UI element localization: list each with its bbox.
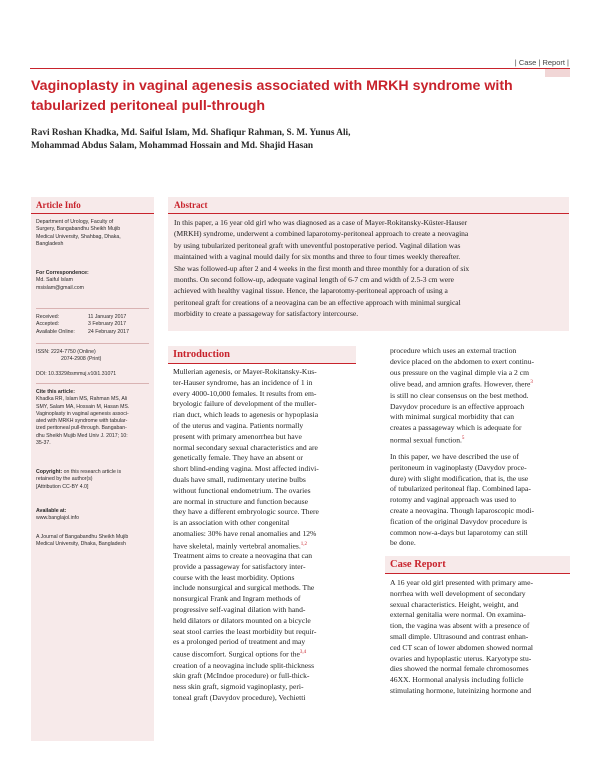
text-line: rian duct, which leads to agenesis or hypoplasia — [173, 410, 319, 420]
text-line: provide a passageway for satisfactory inter- — [173, 561, 306, 571]
text-fragment: olive bead, and amnion grafts. However, there — [390, 379, 531, 389]
issn-row — [36, 356, 149, 363]
text-line: duals have small, rudimentary uterine bulbs — [173, 474, 306, 484]
text-line: external genitalia were normal. On examina- — [390, 610, 526, 620]
text-line: of tubularized peritoneal flap. Combined lapa- — [390, 484, 531, 494]
authors — [31, 127, 571, 153]
text-line: nonsurgical Frank and Ingram methods of — [173, 594, 301, 604]
dates — [36, 314, 149, 336]
copyright-text: on this research article is — [62, 469, 122, 475]
abstract-line: She was followed-up after 2 and 4 weeks in the first month and three monthly for a duration of six — [174, 263, 470, 273]
abstract-line: months. On second follow-up, adequate vaginal length of 6-7 cm and width of 2.5-3 cm were — [174, 275, 454, 285]
issn-value: 2074-2908 (Print) — [61, 356, 102, 363]
abstract-line: In this paper, a 16 year old girl who was diagnosed as a case of Mayer-Rokitansky-Küster-Hauser — [174, 218, 468, 227]
text-line: norrhea with well development of secondary — [390, 588, 526, 598]
text-line: is still no clear consensus on the best method. — [390, 390, 529, 400]
abstract-box — [168, 197, 569, 331]
abstract-line: by using tubularized peritoneal graft with uneventful postoperative period. Vaginal dilation was — [174, 240, 461, 250]
text-line: ous pressure on the vaginal dimple via a 2 cm — [390, 367, 529, 377]
case-paragraph — [390, 578, 570, 697]
text-line: sexual characteristics. Height, weight, and — [390, 599, 519, 609]
date-value: 3 February 2017 — [88, 321, 127, 328]
text-line: rotomy and vaginal approach was used to — [390, 495, 517, 505]
header-rule — [30, 68, 570, 69]
journal-line: A Journal of Bangabandhu Sheikh Mujib — [36, 534, 129, 540]
cite-line: Khadka RR, Islam MS, Rahman MS, Ali — [36, 396, 128, 403]
text-line: progressive self-vaginal dilation with hand- — [173, 604, 306, 614]
issn-row — [36, 349, 149, 356]
abstract-line: morbidity to create a passageway for satisfactory intercourse. — [174, 309, 359, 319]
text-line: fication of the original Davydov procedure is — [390, 516, 528, 526]
text-line: es a prolonged period of treatment and may — [173, 637, 306, 647]
correspondent-name: Md. Saiful Islam — [36, 277, 73, 284]
text-fragment: cause discomfort. Surgical options for the — [173, 649, 300, 659]
text-line: anomalies: 30% have renal anomalies and 12% — [173, 528, 317, 538]
issn-label — [36, 356, 61, 363]
text-line: present with primary amenorrhea but have — [173, 431, 302, 441]
text-line: are normal in structure and function because — [173, 496, 308, 506]
text-line: device placed on the abdomen to exert continu- — [390, 356, 535, 366]
text-line: without functional endometrium. The ovaries — [173, 485, 311, 495]
text-line: stimulating hormone, luteinizing hormone and — [390, 685, 532, 695]
correspondent-email[interactable]: msislam@gmail.com — [36, 284, 84, 291]
date-label: Received: — [36, 314, 60, 320]
affiliation — [36, 219, 121, 248]
text-line: toneal graft (Davydov procedure), Vechietti — [173, 692, 306, 702]
date-label: Available Online: — [36, 328, 75, 335]
intro-heading-rule — [168, 363, 356, 364]
availability — [36, 508, 79, 523]
article-info-sidebar — [31, 197, 154, 741]
cite-label: Cite this article: — [36, 389, 75, 395]
journal-line: Medical University, Dhaka, Bangladesh — [36, 541, 126, 548]
date-value: 11 January 2017 — [88, 314, 127, 320]
text-line: with minimal surgical morbidity that can — [390, 412, 515, 422]
citation-ref[interactable]: 5 — [461, 435, 465, 441]
text-line: Treatment aims to create a neovagina that can — [173, 551, 313, 560]
abstract-line: achieved with healthy vaginal tissue. Hence, the laparotomy-peritoneal approach of using a — [174, 286, 448, 296]
abstract-line: (MRKH) syndrome, underwent a combined laparotomy-peritoneal approach to create a neovagina — [174, 229, 469, 239]
header-label: | Case | Report | — [514, 58, 569, 67]
abstract-line: peritoneal graft for creations of a neovagina can be an effective approach with minimal surgical — [174, 297, 461, 307]
text-line: ter-Hauser syndrome, has an incidence of 1 in — [173, 377, 313, 387]
abstract-heading: Abstract — [174, 200, 208, 210]
text-line: creation of a neovagina include split-thickness — [173, 660, 315, 670]
text-line: course with the least morbidity. Options — [173, 572, 295, 582]
text-line — [173, 648, 356, 660]
text-line: Davydov procedure is an effective approach — [390, 401, 525, 411]
journal-info — [36, 534, 151, 549]
text-line: ness skin graft, sigmoid vaginoplasty, peri- — [173, 682, 304, 692]
text-line — [390, 378, 570, 390]
text-line: small dimple. Ultrasound and contrast enhan- — [390, 631, 529, 641]
text-line: seat stool carries the least morbidity but requir- — [173, 626, 317, 636]
title-line-1: Vaginoplasty in vaginal agenesis associated with MRKH syndrome with — [31, 78, 513, 94]
right-paragraph-1 — [390, 346, 570, 446]
text-line: procedure which uses an external traction — [390, 346, 517, 355]
cite-line: SMY, Salam MA, Hossain M, Hasan MS. — [36, 403, 130, 410]
copyright — [36, 469, 151, 491]
text-line: skin graft (McIndoe procedure) or full-thick- — [173, 671, 310, 681]
text-line — [390, 434, 570, 446]
text-fragment: have skeletal, mainly vertebral anomalies. — [173, 541, 301, 551]
issn — [36, 349, 149, 364]
text-line: of the uterus and vagina. Patients normally — [173, 420, 304, 430]
doi[interactable]: DOI: 10.3329/bsmmuj.v10i1.31071 — [36, 371, 117, 377]
text-line: dies showed the normal female chromosomes — [390, 664, 529, 674]
authors-line-2: Mohammad Abdus Salam, Mohammad Hossain and Md. Shajid Hasan — [31, 141, 314, 151]
sidebar-divider-3 — [36, 383, 149, 384]
affiliation-line: Surgery, Bangabandhu Sheikh Mujib — [36, 226, 121, 233]
copyright-label: Copyright: — [36, 469, 63, 475]
available-label: Available at: — [36, 508, 67, 514]
copyright-line — [36, 469, 151, 476]
authors-line-1: Ravi Roshan Khadka, Md. Saiful Islam, Md. Shafiqur Rahman, S. M. Yunus Ali, — [31, 128, 351, 138]
cite-line: ized peritoneal pull-through. Bangaban- — [36, 425, 127, 432]
text-line: tion, the vagina was absent with a presence of — [390, 621, 530, 631]
copyright-line: [Attribution CC-BY 4.0] — [36, 483, 89, 490]
correspondence-label: For Correspondence: — [36, 270, 89, 276]
cite-line: ated with MRKH syndrome with tabular- — [36, 418, 128, 425]
sidebar-heading: Article Info — [36, 200, 81, 210]
text-line: held dilators or dilators mounted on a bicycle — [173, 615, 311, 625]
abstract-heading-rule — [168, 213, 569, 214]
title-line-2: tabularized peritoneal pull-through — [31, 98, 266, 114]
intro-paragraph-2 — [173, 551, 356, 704]
cite-line: Vaginoplasty in vaginal agenesis associ- — [36, 410, 129, 417]
text-line: normal secondary sexual characteristics and are — [173, 442, 318, 452]
available-link[interactable]: www.banglajol.info — [36, 515, 79, 522]
affiliation-line: Department of Urology, Faculty of — [36, 219, 114, 225]
text-line: creates a passageway which is adequate for — [390, 423, 522, 433]
date-row — [36, 314, 149, 321]
date-row — [36, 329, 149, 336]
correspondence — [36, 270, 89, 292]
text-line: is an association with other congenital — [173, 518, 290, 528]
date-label: Accepted: — [36, 321, 60, 328]
cite-line: dhu Sheikh Mujib Med Univ J. 2017; 10: — [36, 432, 128, 439]
sidebar-heading-rule — [31, 213, 154, 214]
text-line: In this paper, we have described the use of — [390, 452, 519, 461]
affiliation-line: Medical University, Shahbag, Dhaka, — [36, 233, 121, 240]
text-line: they have a different embryologic source. There — [173, 507, 319, 517]
text-line: 46XX. Hormonal analysis including follicle — [390, 675, 524, 685]
right-paragraph-2 — [390, 452, 570, 549]
text-line: include nonsurgical and surgical methods. The — [173, 583, 315, 593]
sidebar-divider-2 — [36, 343, 149, 344]
text-line: ovaries and hypoplastic uterus. Karyotype stu- — [390, 653, 532, 663]
cite-line: 35-37. — [36, 440, 51, 447]
abstract-line: maintained with a vaginal mould daily for six months and three to four times weekly thereafter. — [174, 252, 461, 262]
copyright-line: retained by the author(s) — [36, 476, 93, 483]
text-line: A 16 year old girl presented with primary ame- — [390, 578, 533, 587]
citation-ref[interactable]: 3 — [530, 380, 533, 386]
intro-heading: Introduction — [173, 349, 230, 360]
text-line: bryologic failure of development of the muller- — [173, 399, 317, 409]
text-line: Mullerian agenesis, or Mayer-Rokitansky-Kus- — [173, 367, 317, 376]
text-line: every 4000-10,000 females. It results from em- — [173, 388, 317, 398]
case-heading-rule — [385, 573, 570, 574]
date-row — [36, 321, 149, 328]
citation-ref[interactable]: 1,2 — [300, 541, 308, 547]
text-line: peritoneum in vaginoplasty (Davydov proce- — [390, 462, 527, 472]
case-report-heading: Case Report — [390, 559, 446, 570]
text-line: create a neovagina. Though laparoscopic modi- — [390, 505, 535, 515]
issn-label: ISSN: 2224-7750 (Online) — [36, 349, 96, 355]
article-title — [31, 76, 561, 116]
sidebar-divider-1 — [36, 308, 149, 309]
text-line: genetically female. They have an absent or — [173, 453, 303, 463]
text-line: dure) with slight modification, that is, the use — [390, 473, 529, 483]
text-line: be done. — [390, 538, 416, 548]
abstract-body — [174, 217, 565, 320]
text-line: common now-a-days but laparotomy can still — [390, 527, 528, 537]
text-line: ced CT scan of lower abdomen showed normal — [390, 642, 534, 652]
date-value: 24 February 2017 — [88, 328, 129, 335]
citation-ref[interactable]: 3,4 — [299, 650, 307, 656]
text-line: short blind-ending vagina. Most affected indivi- — [173, 464, 319, 474]
citation — [36, 389, 151, 447]
affiliation-line: Bangladesh — [36, 240, 64, 247]
text-fragment: normal sexual function. — [390, 435, 462, 445]
intro-paragraph-1 — [173, 367, 356, 552]
